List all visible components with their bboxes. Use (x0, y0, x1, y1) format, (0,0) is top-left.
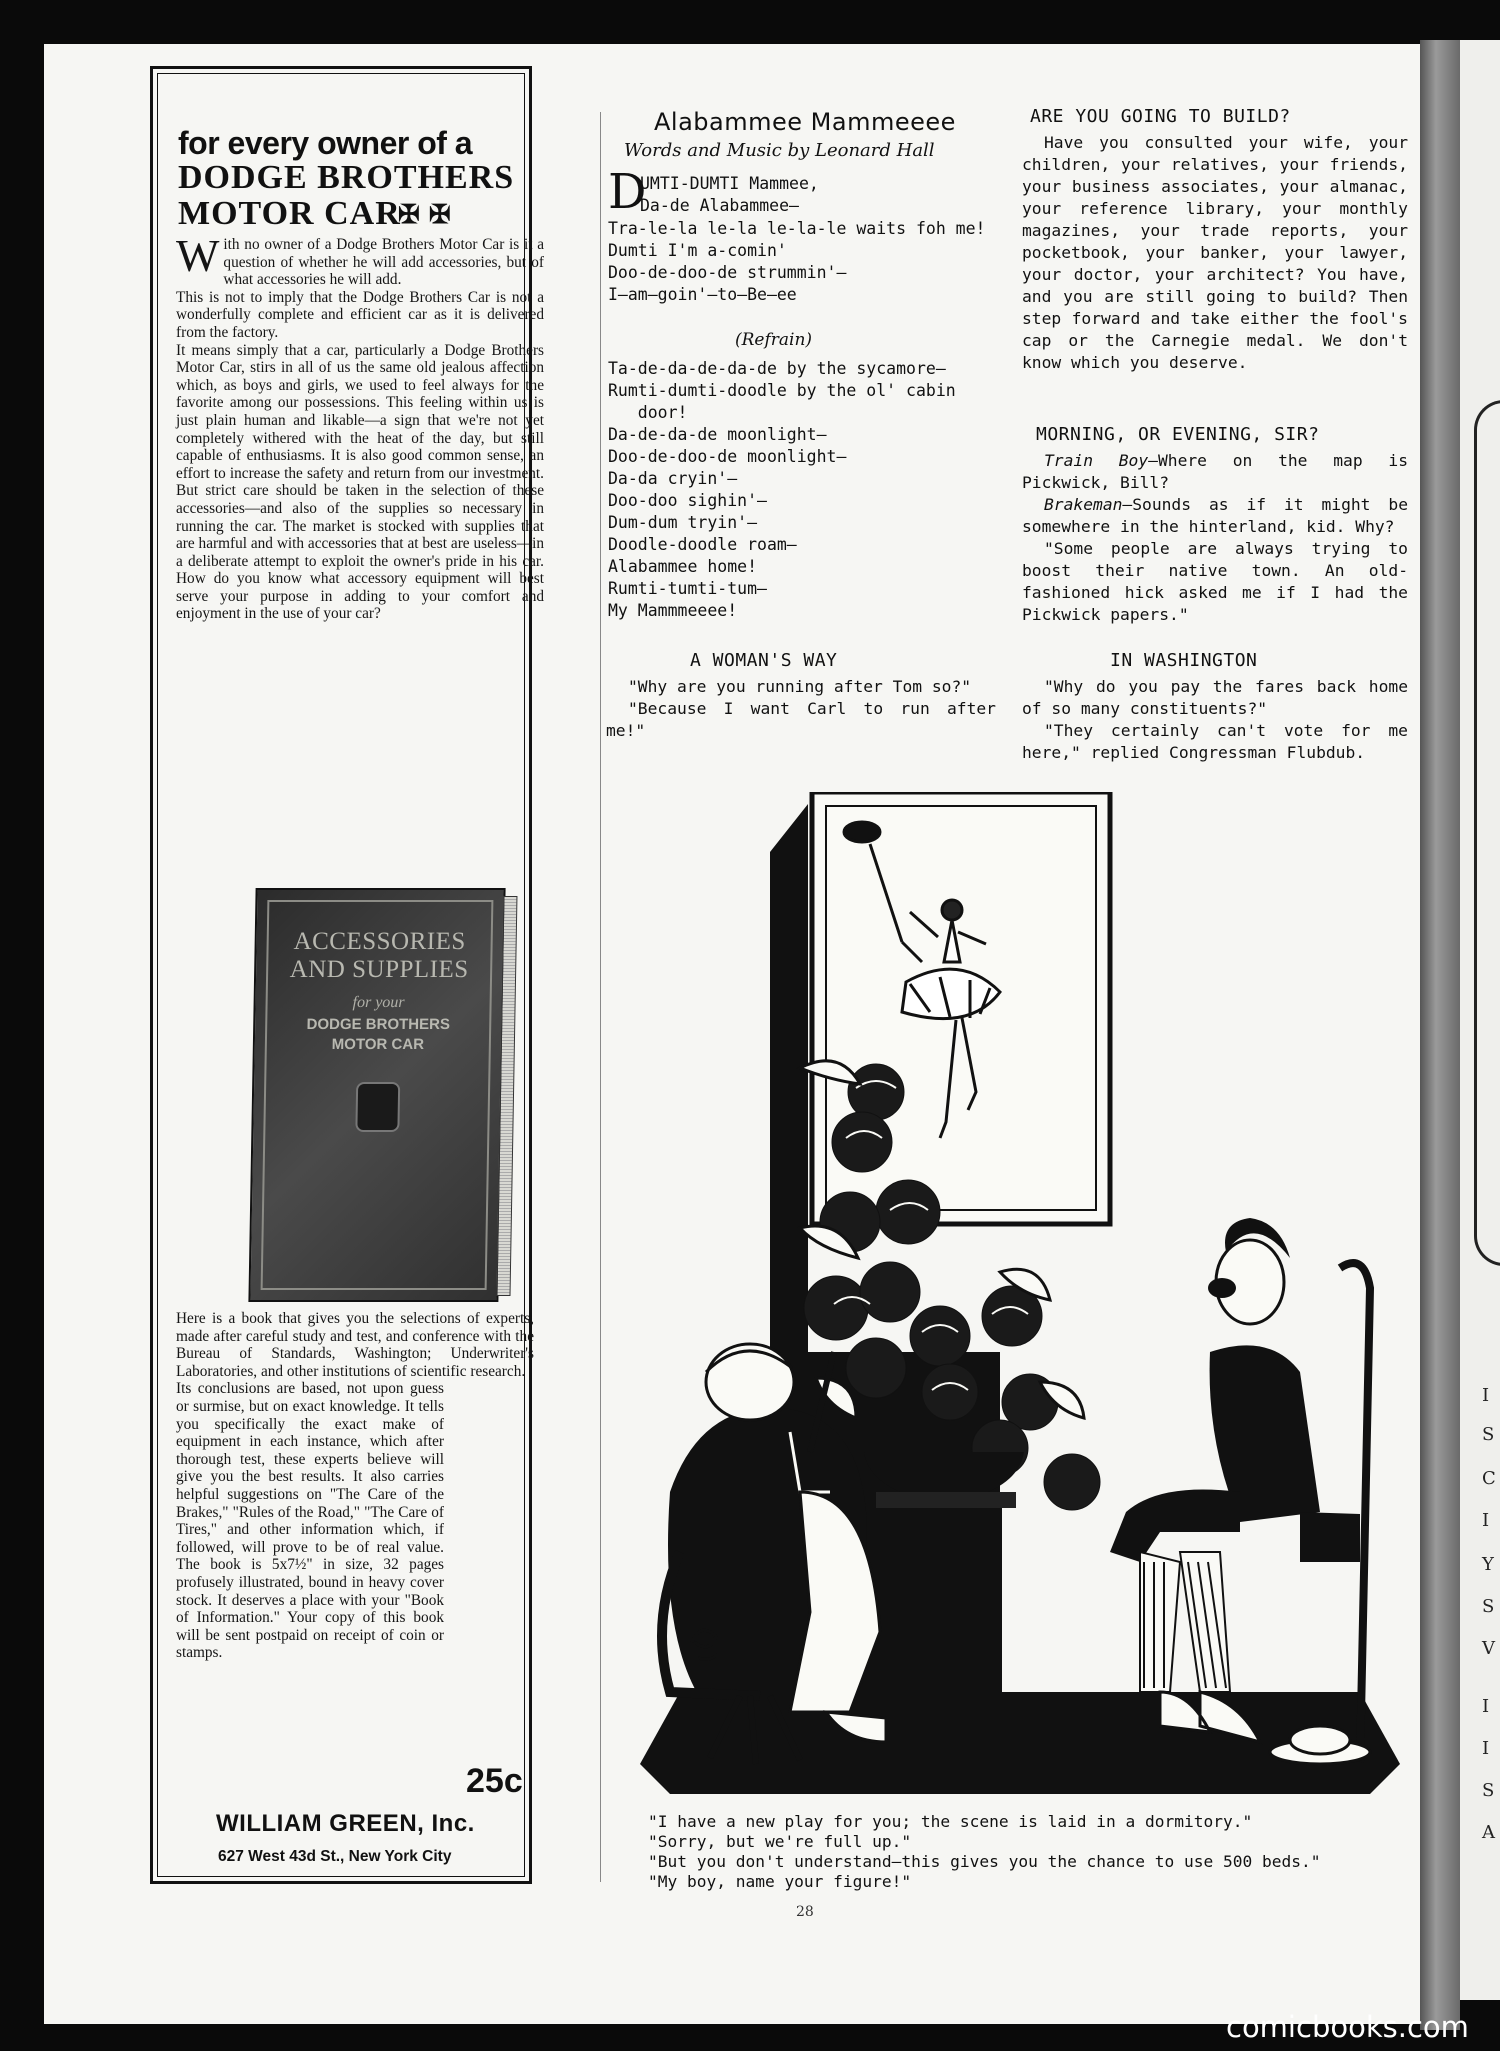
morning-p1 (1022, 450, 1408, 494)
washington-text (1022, 676, 1408, 764)
refrain-line: My Mammmeeee! (608, 601, 738, 620)
caption-line: "My boy, name your figure!" (648, 1872, 912, 1891)
washington-heading: IN WASHINGTON (1110, 650, 1258, 671)
cartoon-illustration (640, 792, 1400, 1800)
book-title-line-3: for your (352, 994, 405, 1011)
facing-glyph: S (1482, 1780, 1495, 1801)
ad-headline-line-3: MOTOR CAR (178, 195, 401, 232)
facing-glyph: I (1482, 1510, 1490, 1531)
verse-line: Dumti I'm a-comin' (608, 241, 787, 260)
refrain-line: Rumti-tumti-tum— (608, 579, 767, 598)
facing-glyph: V (1482, 1638, 1495, 1659)
book-title-line-4: DODGE BROTHERS (306, 1016, 451, 1033)
ad-headline-line-2: DODGE BROTHERS (178, 159, 515, 196)
facing-glyph: Y (1482, 1554, 1494, 1575)
facing-glyph: S (1482, 1596, 1495, 1617)
ad-paragraph-3: It means simply that a car, particularly a Dodge Brothers Motor Car, stirs in all of us the same old jealous affection which, as boys and girls, we used to feel always for the favorite among our possessions. This feeling within us is just plain human and likable—a sign that we're not yet completely withered with the heat of the day, but still capable of enthusiasms. It is also good common sense, an effort to increase the safety and return from our investment. But strict care should be taken in the selection of these accessories—and also of the supplies so necessary in running the car. The market is stocked with supplies that are harmful and with accessories that at best are useless—in a deliberate attempt to exploit the owner's pride in his car. How do you know what accessory equipment will best serve your purpose in adding to your comfort and enjoyment in the use of your car? (176, 341, 544, 623)
ad-company-address: 627 West 43d St., New York City (218, 1848, 452, 1865)
book-title-line-1: ACCESSORIES (293, 928, 467, 955)
morning-heading: MORNING, OR EVENING, SIR? (1036, 424, 1320, 445)
refrain-line: Doo-doo sighin'— (608, 491, 767, 510)
facing-page-box (1474, 400, 1500, 1266)
ad-price: 25c (466, 1762, 523, 1800)
refrain-line: Doo-de-doo-de moonlight— (608, 447, 847, 466)
facing-glyph: S (1482, 1424, 1495, 1445)
ad-paragraph-4: Here is a book that gives you the selections of experts, made after careful study and test, and conference with the Bureau of Standards, Washington; Underwriter's Laboratories, and other institutions of scientific research. (176, 1310, 534, 1380)
ad-paragraph-5: Its conclusions are based, not upon guess or surmise, but on exact knowledge. It tells you specifically the exact make of equipment in each instance, which after thorough test, these experts believe will give you the best results. It also carries helpful suggestions on "The Care of the Brakes," "Rules of the Road," "The Care of Tires," and other information which, if followed, will prove to be of real value. The book is 5x7½" in size, 32 pages profusely illustrated, bound in heavy cover stock. It deserves a place with your "Book of Information." Your copy of this book will be sent postpaid on receipt of coin or stamps. (176, 1380, 444, 1662)
ad-body-text (176, 230, 544, 623)
morning-p2-text: —Sounds as if it might be somewhere in the hinterland, kid. Why? (1022, 495, 1408, 536)
caption-line: "I have a new play for you; the scene is laid in a dormitory." (648, 1812, 1253, 1831)
refrain-line: Da-da cryin'— (608, 469, 738, 488)
refrain-line: Ta-de-da-de-da-de by the sycamore— (608, 359, 946, 378)
build-p1: Have you consulted your wife, your children, your relatives, your friends, your business associates, your almanac, your reference library, your monthly magazines, your trade reports, your pocketbook, your banker, your lawyer, your doctor, your architect? You have, and you are still going to build? Then step forward and take either the fool's cap or the Carnegie medal. We don't know which you deserve. (1022, 133, 1408, 372)
verse-line: I—am—goin'—to—Be—ee (608, 285, 797, 304)
cartoon-caption (648, 1812, 1428, 1892)
speaker-brakeman: Brakeman (1044, 495, 1123, 514)
build-heading: ARE YOU GOING TO BUILD? (1030, 106, 1291, 127)
build-text (1022, 132, 1408, 374)
womans-way-p2: "Because I want Carl to run after me!" (606, 699, 996, 740)
refrain-line: Alabammee home! (608, 557, 758, 576)
facing-glyph: C (1482, 1468, 1496, 1489)
speaker-train-boy: Train Boy (1044, 451, 1149, 470)
book-title-line-5: MOTOR CAR (331, 1036, 425, 1053)
refrain-line: Doodle-doodle roam— (608, 535, 797, 554)
facing-glyph: I (1482, 1385, 1490, 1406)
song-title: Alabammee Mammeeee (654, 108, 956, 136)
song-drop-cap: D (608, 164, 647, 220)
ad-company-name: WILLIAM GREEN, Inc. (216, 1810, 475, 1837)
ad-drop-cap: W (176, 230, 220, 281)
book-emblem-icon (355, 1082, 400, 1132)
washington-p1: "Why do you pay the fares back home of so many constituents?" (1022, 677, 1408, 718)
column-rule (600, 112, 601, 1882)
morning-p3: "Some people are always trying to boost their native town. An old-fashioned hick asked me if I had the Pickwick papers." (1022, 539, 1408, 624)
washington-p2: "They certainly can't vote for me here," replied Congressman Flubdub. (1022, 721, 1408, 762)
morning-p2 (1022, 494, 1408, 538)
caption-line: "Sorry, but we're full up." (648, 1832, 912, 1851)
song-credit: Words and Music by Leonard Hall (624, 140, 935, 161)
facing-glyph: A (1482, 1822, 1495, 1843)
facing-glyph: I (1482, 1696, 1490, 1717)
ad-paragraph-1 (176, 230, 544, 289)
book-title-line-2: AND SUPPLIES (289, 956, 469, 983)
refrain-line: door! (608, 403, 688, 422)
ad-paragraph-2: This is not to imply that the Dodge Brothers Car is not a wonderfully complete and efficient car as it is delivered from the factory. (176, 288, 544, 341)
ad-paragraph-1-text: ith no owner of a Dodge Brothers Motor Car is it a question of whether he will add accessories, but of what accessories he will add. (223, 236, 544, 289)
page-number: 28 (796, 1904, 814, 1920)
accessories-book-image (248, 888, 505, 1302)
ad-ornament: ✠ ✠ (398, 200, 451, 230)
morning-text (1022, 450, 1408, 626)
morning-p1-text: —Where on the map is Pickwick, Bill? (1022, 451, 1408, 492)
refrain-label: (Refrain) (735, 330, 813, 350)
facing-page-edge (1460, 40, 1500, 2000)
refrain-line: Dum-dum tryin'— (608, 513, 758, 532)
womans-way-p1: "Why are you running after Tom so?" (628, 677, 972, 696)
womans-way-text (606, 676, 996, 742)
ad-body-text-2 (176, 1310, 534, 1662)
verse-line: Da-de Alabammee— (640, 196, 799, 215)
verse-line: Doo-de-doo-de strummin'— (608, 263, 847, 282)
ad-headline-line-1: for every owner of a (178, 125, 473, 161)
refrain-line: Da-de-da-de moonlight— (608, 425, 827, 444)
facing-glyph: I (1482, 1738, 1490, 1759)
refrain-line: Rumti-dumti-doodle by the ol' cabin (608, 381, 956, 400)
watermark-text: comicbooks.com (1226, 2010, 1469, 2044)
verse-line: Tra-le-la le-la le-la-le waits foh me! (608, 219, 986, 238)
womans-way-heading: A WOMAN'S WAY (690, 650, 838, 671)
caption-line: "But you don't understand—this gives you the chance to use 500 beds." (648, 1852, 1321, 1871)
book-spine-shadow (1420, 40, 1460, 2030)
verse-line: UMTI-DUMTI Mammee, (640, 174, 819, 193)
